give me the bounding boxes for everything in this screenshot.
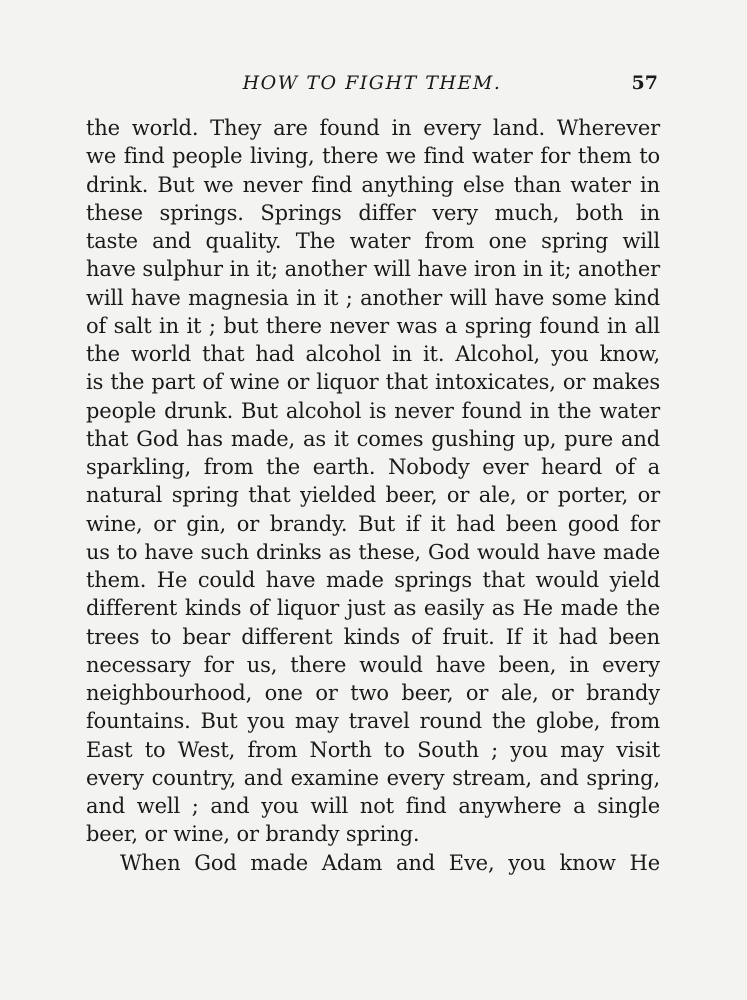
text-line: the world. They are found in every land. Wherever — [86, 116, 660, 140]
text-line: is the part of wine or liquor that intoxicates, or makes — [86, 370, 660, 395]
text-line: fountains. But you may travel round the globe, from — [86, 709, 660, 734]
text-line: and well ; and you will not find anywhere a single — [86, 794, 660, 818]
text-line: different kinds of liquor just as easily as He made the — [86, 596, 660, 621]
running-title: HOW TO FIGHT THEM. — [242, 72, 502, 94]
text-line: taste and quality. The water from one spring will — [86, 229, 660, 253]
text-line: sparkling, from the earth. Nobody ever heard of a — [86, 455, 660, 479]
text-line: necessary for us, there would have been, in every — [86, 652, 660, 677]
text-line: wine, or gin, or brandy. But if it had been good for — [86, 511, 660, 536]
text-line: drink. But we never find anything else than water in — [86, 172, 660, 197]
text-line: will have magnesia in it ; another will have some kind — [86, 285, 660, 310]
text-line: natural spring that yielded beer, or ale, or porter, or — [86, 483, 660, 508]
paragraph-end-line: beer, or wine, or brandy spring. — [86, 822, 420, 847]
text-line: East to West, from North to South ; you may visit — [86, 737, 660, 762]
text-line: of salt in it ; but there never was a spring found in all — [86, 313, 660, 338]
page-number: 57 — [631, 72, 658, 94]
text-line: every country, and examine every stream, and spring, — [86, 765, 660, 790]
text-line: these springs. Springs differ very much, both in — [86, 200, 660, 225]
text-line: have sulphur in it; another will have iron in it; another — [86, 257, 660, 282]
text-line: them. He could have made springs that would yield — [86, 568, 660, 592]
text-line: that God has made, as it comes gushing up, pure and — [86, 426, 660, 451]
paragraph-start-line: When God made Adam and Eve, you know He — [120, 850, 660, 875]
text-line: we find people living, there we find water for them to — [86, 144, 660, 169]
text-line: the world that had alcohol in it. Alcohol, you know, — [86, 342, 660, 366]
text-line: people drunk. But alcohol is never found in the water — [86, 398, 660, 423]
text-line: trees to bear different kinds of fruit. If it had been — [86, 624, 660, 649]
text-line: neighbourhood, one or two beer, or ale, or brandy — [86, 681, 660, 705]
text-line: us to have such drinks as these, God would have made — [86, 539, 660, 564]
running-head — [86, 68, 658, 98]
body-text — [86, 114, 660, 877]
